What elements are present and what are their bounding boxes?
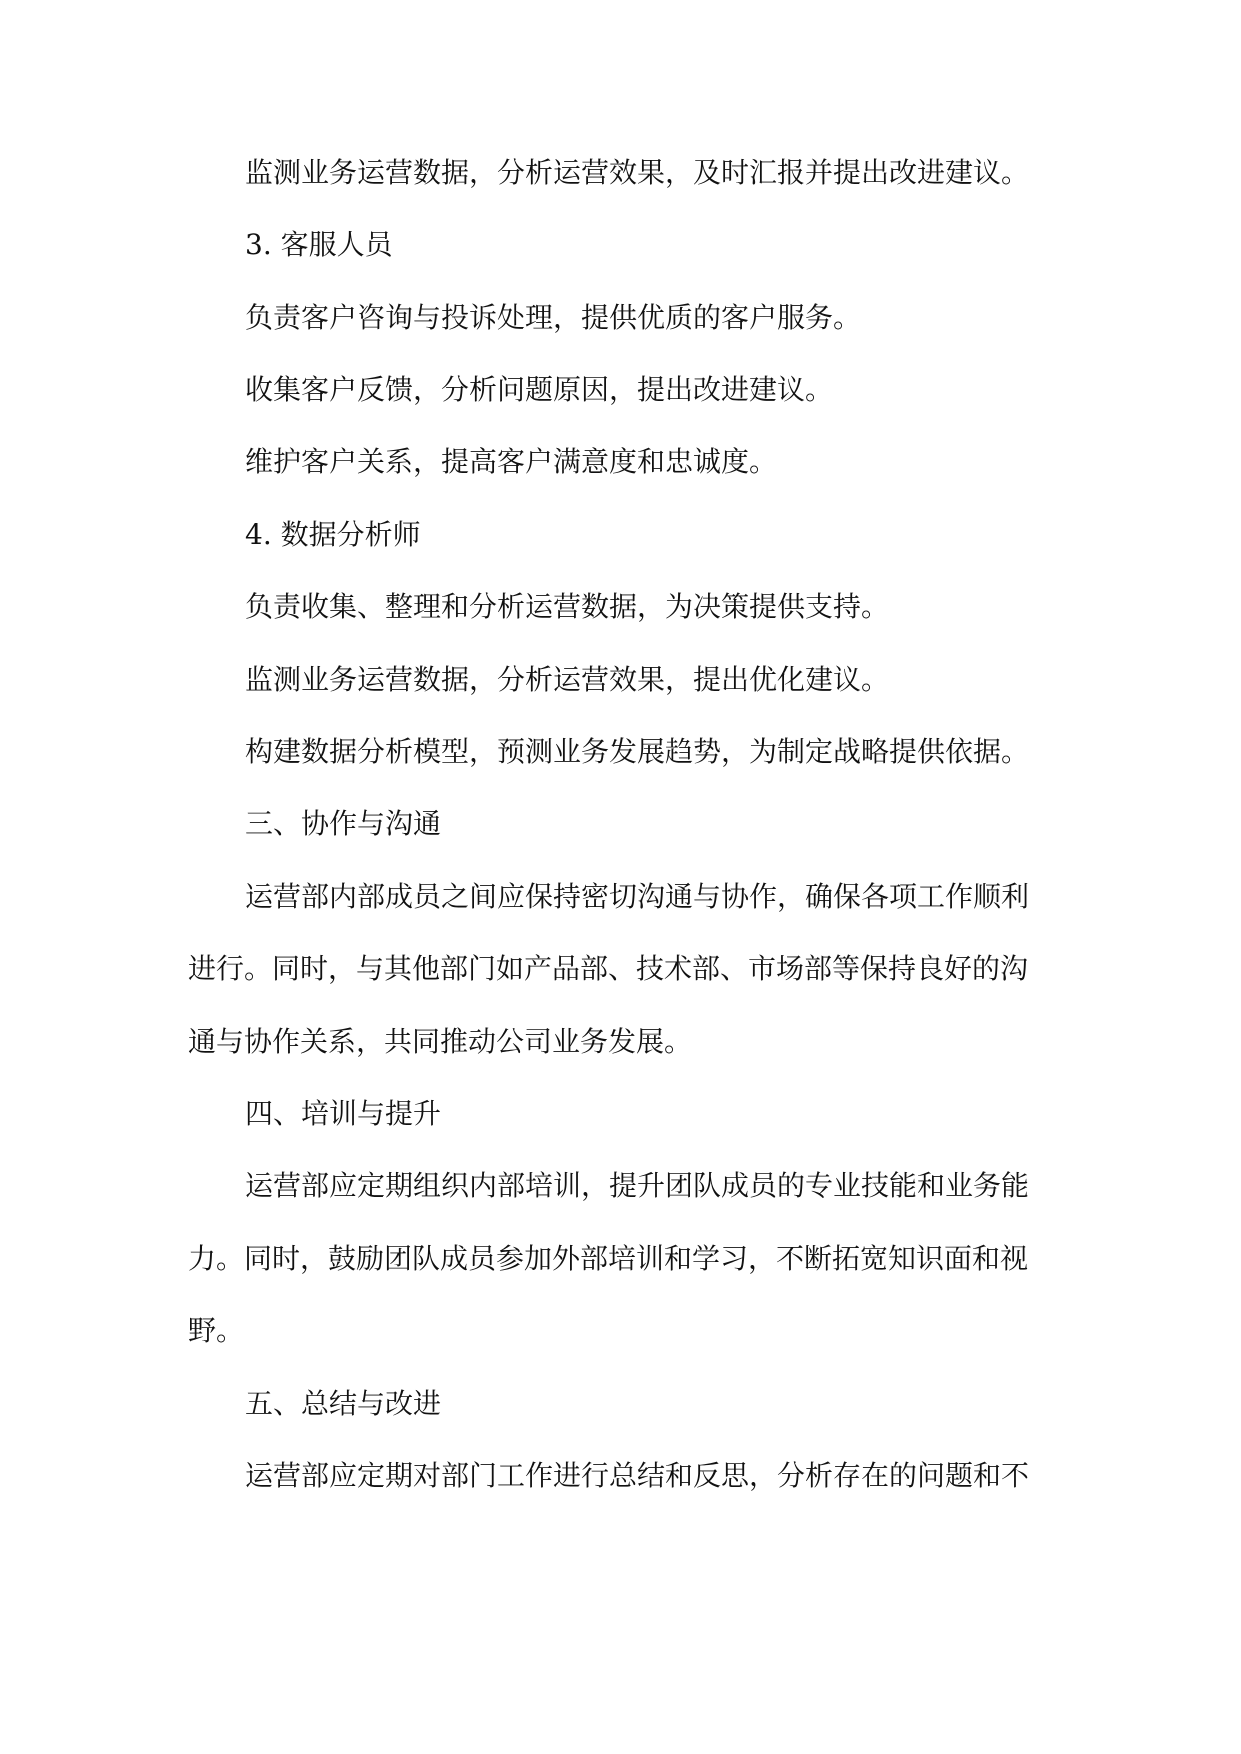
paragraph-da-duty-1: 负责收集、整理和分析运营数据，为决策提供支持。 [245,590,890,623]
paragraph-collaboration-line-1: 运营部内部成员之间应保持密切沟通与协作，确保各项工作顺利 [245,880,1030,913]
paragraph-da-duty-3: 构建数据分析模型，预测业务发展趋势，为制定战略提供依据。 [245,735,1030,768]
heading-data-analyst: 4. 数据分析师 [245,518,421,551]
heading-training: 四、培训与提升 [245,1097,442,1130]
paragraph-training-line-3: 野。 [188,1314,245,1347]
paragraph-cs-duty-2: 收集客户反馈，分析问题原因，提出改进建议。 [245,373,834,406]
heading-collaboration: 三、协作与沟通 [245,807,442,840]
heading-customer-service: 3. 客服人员 [245,228,393,261]
paragraph-training-line-1: 运营部应定期组织内部培训，提升团队成员的专业技能和业务能 [245,1169,1030,1202]
paragraph-summary-line-1: 运营部应定期对部门工作进行总结和反思，分析存在的问题和不 [245,1459,1030,1492]
paragraph-cs-duty-1: 负责客户咨询与投诉处理，提供优质的客户服务。 [245,301,862,334]
paragraph-collaboration-line-3: 通与协作关系，共同推动公司业务发展。 [188,1025,693,1058]
paragraph-training-line-2: 力。同时，鼓励团队成员参加外部培训和学习，不断拓宽知识面和视 [188,1242,1029,1275]
paragraph-collaboration-line-2: 进行。同时，与其他部门如产品部、技术部、市场部等保持良好的沟 [188,952,1029,985]
paragraph-da-duty-2: 监测业务运营数据，分析运营效果，提出优化建议。 [245,663,890,696]
heading-summary: 五、总结与改进 [245,1387,442,1420]
paragraph-cs-duty-3: 维护客户关系，提高客户满意度和忠诚度。 [245,445,778,478]
paragraph-ops-monitoring: 监测业务运营数据，分析运营效果，及时汇报并提出改进建议。 [245,156,1030,189]
